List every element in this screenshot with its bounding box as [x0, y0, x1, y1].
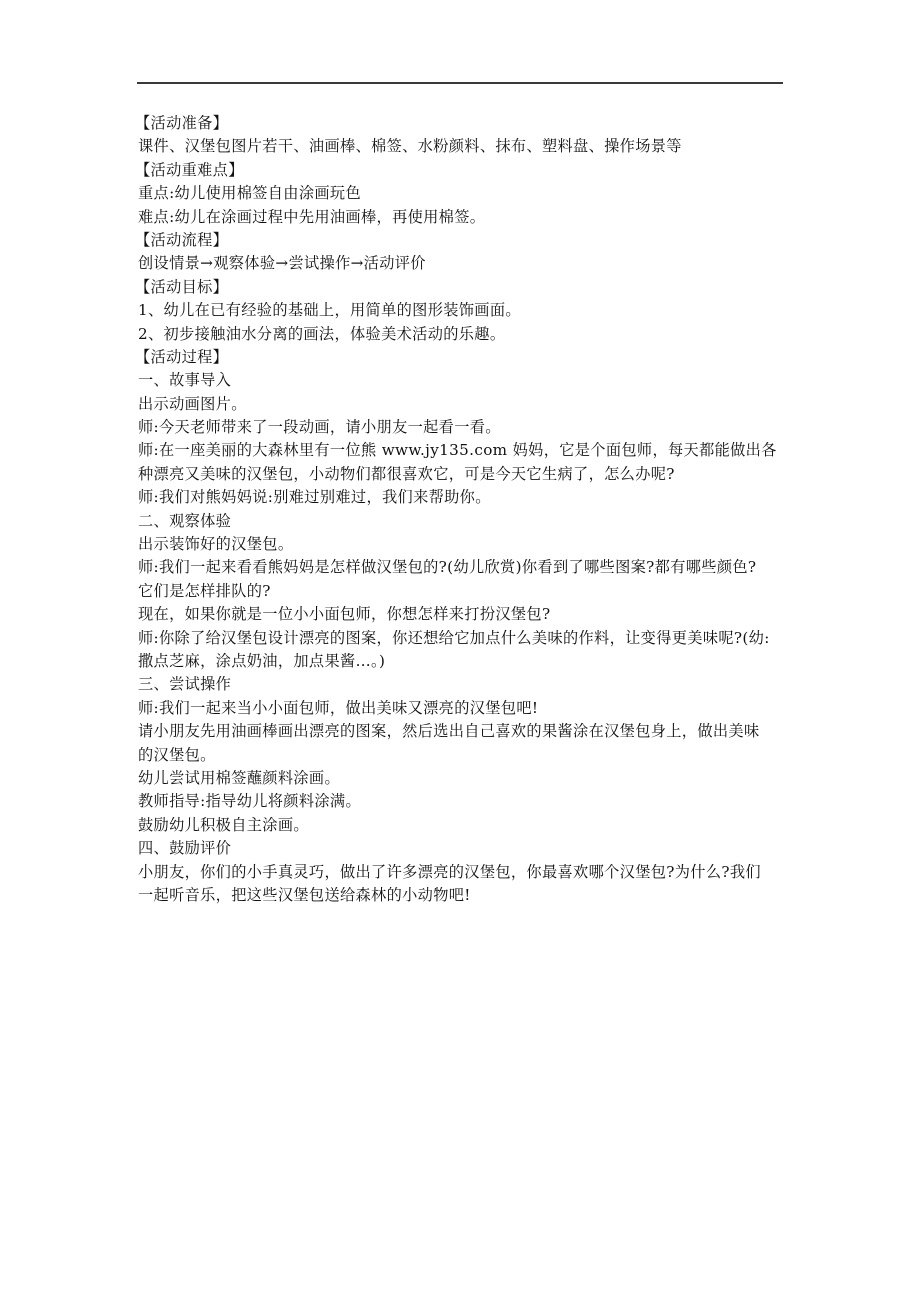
paragraph-line: 1、幼儿在已有经验的基础上，用简单的图形装饰画面。 — [138, 301, 521, 320]
paragraph-line: 请小朋友先用油画棒画出漂亮的图案，然后选出自己喜欢的果酱涂在汉堡包身上，做出美味 — [138, 722, 760, 741]
section-heading-preparation: 【活动准备】 — [135, 114, 229, 132]
header-rule — [137, 82, 783, 84]
paragraph-line: 师:今天老师带来了一段动画，请小朋友一起看一看。 — [138, 418, 501, 437]
paragraph-line: 出示动画图片。 — [138, 394, 247, 413]
paragraph-line: 创设情景→观察体验→尝试操作→活动评价 — [138, 254, 426, 273]
paragraph-line: 难点:幼儿在涂画过程中先用油画棒，再使用棉签。 — [138, 207, 486, 226]
paragraph-line: 鼓励幼儿积极自主涂画。 — [138, 815, 309, 834]
paragraph-line: 小朋友，你们的小手真灵巧，做出了许多漂亮的汉堡包，你最喜欢哪个汉堡包?为什么?我们 — [138, 862, 761, 881]
section-heading-process: 【活动过程】 — [135, 347, 229, 366]
paragraph-line: 重点:幼儿使用棉签自由涂画玩色 — [138, 184, 361, 203]
paragraph-line: 教师指导:指导幼儿将颜料涂满。 — [138, 792, 361, 811]
paragraph-line: 师:我们一起来看看熊妈妈是怎样做汉堡包的?(幼儿欣赏)你看到了哪些图案?都有哪些颜色? — [138, 558, 757, 577]
paragraph-line: 课件、汉堡包图片若干、油画棒、棉签、水粉颜料、抹布、塑料盘、操作场景等 — [138, 137, 682, 156]
paragraph-line: 幼儿尝试用棉签蘸颜料涂画。 — [138, 768, 340, 787]
subsection-heading-try: 三、尝试操作 — [138, 675, 232, 694]
paragraph-line: 它们是怎样排队的? — [138, 581, 271, 600]
paragraph-line: 师:你除了给汉堡包设计漂亮的图案，你还想给它加点什么美味的作料，让变得更美味呢?(幼: — [138, 628, 770, 647]
paragraph-line: 撒点芝麻，涂点奶油，加点果酱…。) — [138, 651, 386, 670]
paragraph-line: 种漂亮又美味的汉堡包，小动物们都很喜欢它，可是今天它生病了，怎么办呢? — [138, 464, 675, 483]
subsection-heading-observe: 二、观察体验 — [138, 511, 232, 530]
paragraph-line: 师:在一座美丽的大森林里有一位熊 www.jy135.com 妈妈，它是个面包师，每天都能做出各 — [138, 441, 777, 460]
document-body — [135, 112, 786, 907]
paragraph-line: 一起听音乐，把这些汉堡包送给森林的小动物吧! — [138, 885, 471, 904]
paragraph-line: 的汉堡包。 — [138, 745, 216, 764]
section-heading-key-points: 【活动重难点】 — [135, 160, 244, 179]
paragraph-line: 师:我们对熊妈妈说:别难过别难过，我们来帮助你。 — [138, 488, 491, 507]
paragraph-line: 出示装饰好的汉堡包。 — [138, 535, 294, 554]
paragraph-line: 现在，如果你就是一位小小面包师，你想怎样来打扮汉堡包? — [138, 605, 551, 624]
subsection-heading-story-intro: 一、故事导入 — [138, 371, 232, 390]
section-heading-flow: 【活动流程】 — [135, 230, 229, 249]
section-heading-goals: 【活动目标】 — [135, 277, 229, 296]
subsection-heading-evaluate: 四、鼓励评价 — [138, 839, 232, 858]
paragraph-line: 师:我们一起来当小小面包师，做出美味又漂亮的汉堡包吧! — [138, 698, 539, 717]
paragraph-line: 2、初步接触油水分离的画法，体验美术活动的乐趣。 — [138, 324, 506, 343]
